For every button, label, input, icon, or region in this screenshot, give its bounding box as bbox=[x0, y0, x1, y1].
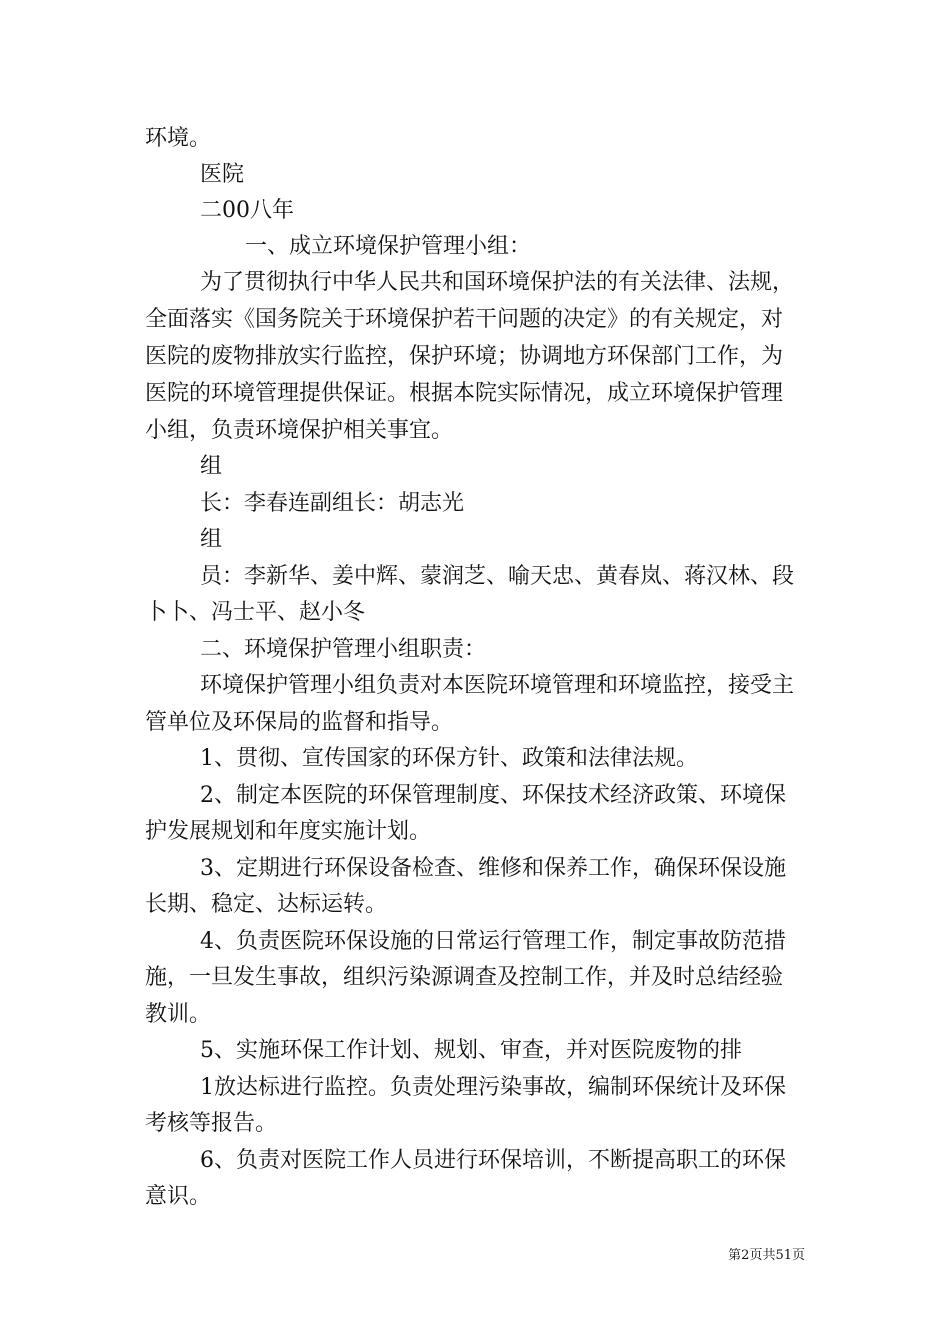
text-line: 6、负责对医院工作人员进行环保培训，不断提高职工的环保 bbox=[200, 1148, 786, 1173]
text-line: 医院的环境管理提供保证。根据本院实际情况，成立环境保护管理 bbox=[145, 381, 784, 406]
text-line: 1放达标进行监控。负责处理污染事故，编制环保统计及环保 bbox=[200, 1075, 786, 1100]
text-line: 5、实施环保工作计划、规划、审查，并对医院废物的排 bbox=[200, 1038, 742, 1063]
text-line: 二00八年 bbox=[200, 198, 294, 223]
text-line: 医院的废物排放实行监控，保护环境；协调地方环保部门工作，为 bbox=[145, 344, 784, 369]
text-line: 管单位及环保局的监督和指导。 bbox=[145, 710, 454, 735]
text-line: 员：李新华、姜中辉、蒙润芝、喻天忠、黄春岚、蒋汉林、段 bbox=[200, 564, 795, 589]
text-line: 卜卜、冯士平、赵小冬 bbox=[145, 600, 366, 625]
section-heading: 一、成立环境保护管理小组： bbox=[245, 234, 532, 259]
text-line: 长期、稳定、达标运转。 bbox=[145, 892, 388, 917]
text-line: 组 bbox=[200, 527, 223, 552]
text-line: 护发展规划和年度实施计划。 bbox=[145, 819, 432, 844]
text-line: 环境。 bbox=[145, 126, 212, 151]
text-line: 考核等报告。 bbox=[145, 1111, 278, 1136]
text-line: 4、负责医院环保设施的日常运行管理工作，制定事故防范措 bbox=[200, 929, 786, 954]
text-line: 教训。 bbox=[145, 1002, 212, 1027]
text-line: 组 bbox=[200, 454, 223, 479]
text-line: 3、定期进行环保设备检查、维修和保养工作，确保环保设施 bbox=[200, 856, 786, 881]
text-line: 施，一旦发生事故，组织污染源调查及控制工作，并及时总结经验 bbox=[145, 965, 784, 990]
text-line: 2、制定本医院的环保管理制度、环保技术经济政策、环境保 bbox=[200, 783, 786, 808]
text-line: 全面落实《国务院关于环境保护若干问题的决定》的有关规定，对 bbox=[145, 307, 784, 332]
text-line: 环境保护管理小组负责对本医院环境管理和环境监控，接受主 bbox=[200, 673, 795, 698]
text-line: 医院 bbox=[200, 162, 245, 187]
text-line: 为了贯彻执行中华人民共和国环境保护法的有关法律、法规， bbox=[200, 270, 795, 295]
page-number: 第2页共51页 bbox=[728, 1248, 805, 1263]
text-line: 1、贯彻、宣传国家的环保方针、政策和法律法规。 bbox=[200, 746, 698, 771]
text-line: 长：李春连副组长：胡志光 bbox=[200, 491, 465, 516]
section-heading: 二、环境保护管理小组职责： bbox=[200, 637, 487, 662]
text-line: 意识。 bbox=[145, 1184, 212, 1209]
text-line: 小组，负责环境保护相关事宜。 bbox=[145, 418, 454, 443]
